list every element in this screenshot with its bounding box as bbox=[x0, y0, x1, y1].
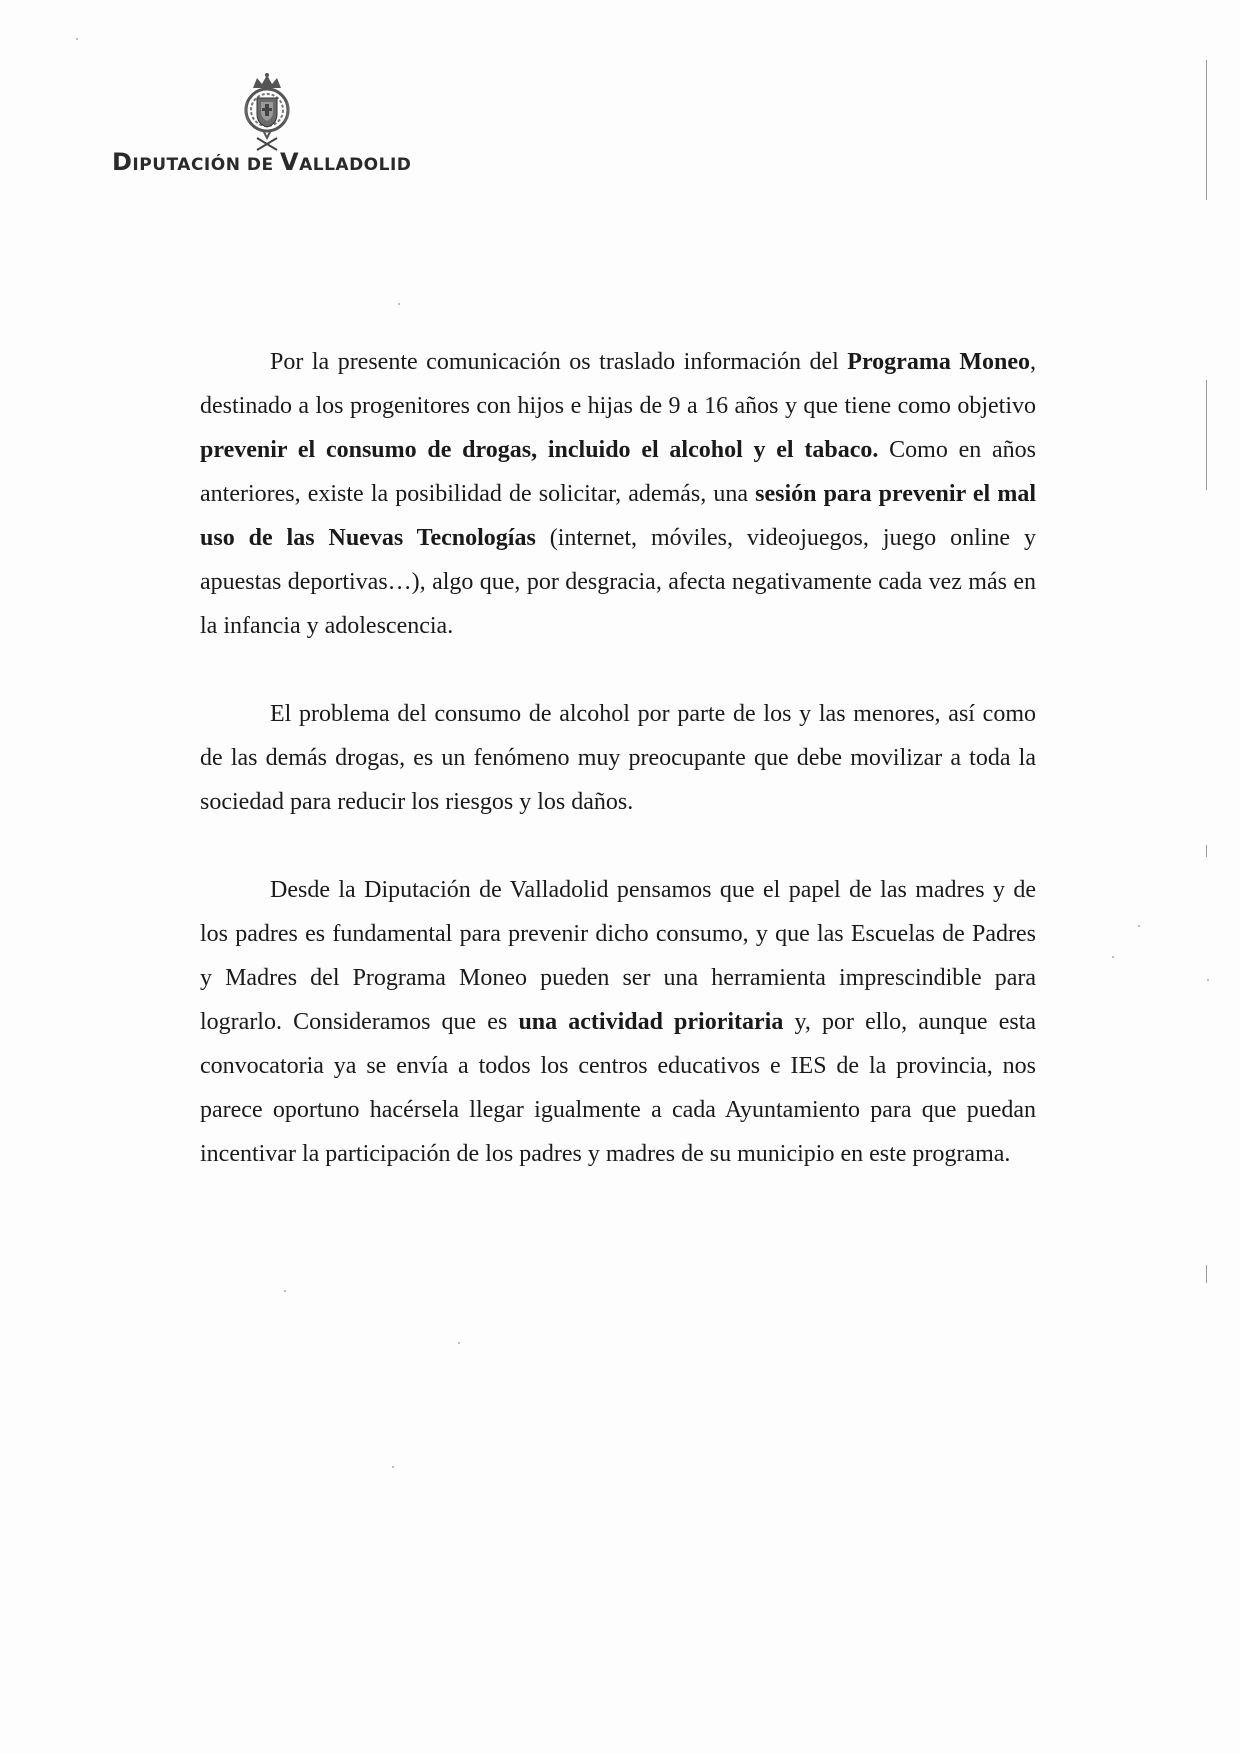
p3-text-1: Desde la Diputación de Valladolid pensamos que el papel de las madres y de los padres es fundamental para prevenir dicho consumo, y que las Escuelas de Padres y Madres del Programa Moneo pueden ser una herramienta imprescindible para lograrlo. Consideramos que es bbox=[200, 877, 1036, 1035]
scan-edge-line bbox=[1206, 380, 1207, 490]
p1-bold-session: sesión para prevenir el mal uso de las Nuevas Tecnologías bbox=[200, 481, 1036, 551]
org-word-3-rest: ALLADOLID bbox=[299, 155, 412, 175]
p1-bold-program-name: Programa Moneo bbox=[847, 349, 1030, 375]
scan-speck bbox=[1207, 979, 1209, 981]
org-initial-d: D bbox=[112, 148, 133, 176]
scan-speck bbox=[392, 1466, 394, 1468]
scan-speck bbox=[76, 38, 78, 40]
p2-text-1: El problema del consumo de alcohol por parte de los y las menores, así como de las demás drogas, es un fenómeno muy preocupante que debe movilizar a toda la sociedad para reducir los riesgos y los daños. bbox=[200, 701, 1036, 815]
paragraph-2 bbox=[200, 692, 1036, 824]
p3-text-2: y, por ello, aunque esta convocatoria ya se envía a todos los centros educativos e IES de la provincia, nos parece oportuno hacérsela llegar igualmente a cada Ayuntamiento para que puedan incentivar la participación de los padres y madres de su municipio en este programa. bbox=[200, 1009, 1037, 1167]
p3-bold-priority: una actividad prioritaria bbox=[518, 1009, 784, 1035]
p1-text-1: Por la presente comunicación os traslado información del bbox=[270, 349, 848, 375]
scan-speck bbox=[458, 1342, 460, 1344]
letterhead bbox=[112, 70, 452, 180]
org-word-2: DE bbox=[246, 155, 274, 175]
organization-name bbox=[112, 148, 411, 176]
p1-text-2: , destinado a los progenitores con hijos e hijas de 9 a 16 años y que tiene como objetivo bbox=[200, 349, 1036, 419]
scan-edge-line bbox=[1206, 845, 1207, 857]
org-initial-v: V bbox=[280, 148, 300, 176]
org-word-1-rest: IPUTACIÓN bbox=[132, 155, 241, 175]
scan-edge-line bbox=[1206, 60, 1207, 200]
coat-of-arms-icon bbox=[235, 72, 299, 152]
p1-text-4: (internet, móviles, videojuegos, juego online y apuestas deportivas…), algo que, por desgracia, afecta negativamente cada vez más en la infancia y adolescencia. bbox=[200, 525, 1036, 639]
scan-edge-line bbox=[1206, 1265, 1207, 1283]
paragraph-1 bbox=[200, 340, 1036, 648]
scan-speck bbox=[1112, 956, 1114, 958]
scan-speck bbox=[1138, 925, 1140, 927]
scan-speck bbox=[284, 1290, 286, 1292]
paragraph-3 bbox=[200, 868, 1036, 1176]
p1-bold-objective: prevenir el consumo de drogas, incluido el alcohol y el tabaco. bbox=[200, 437, 879, 463]
scan-speck bbox=[398, 303, 400, 305]
p1-text-3: Como en años anteriores, existe la posibilidad de solicitar, además, una bbox=[200, 437, 1036, 507]
